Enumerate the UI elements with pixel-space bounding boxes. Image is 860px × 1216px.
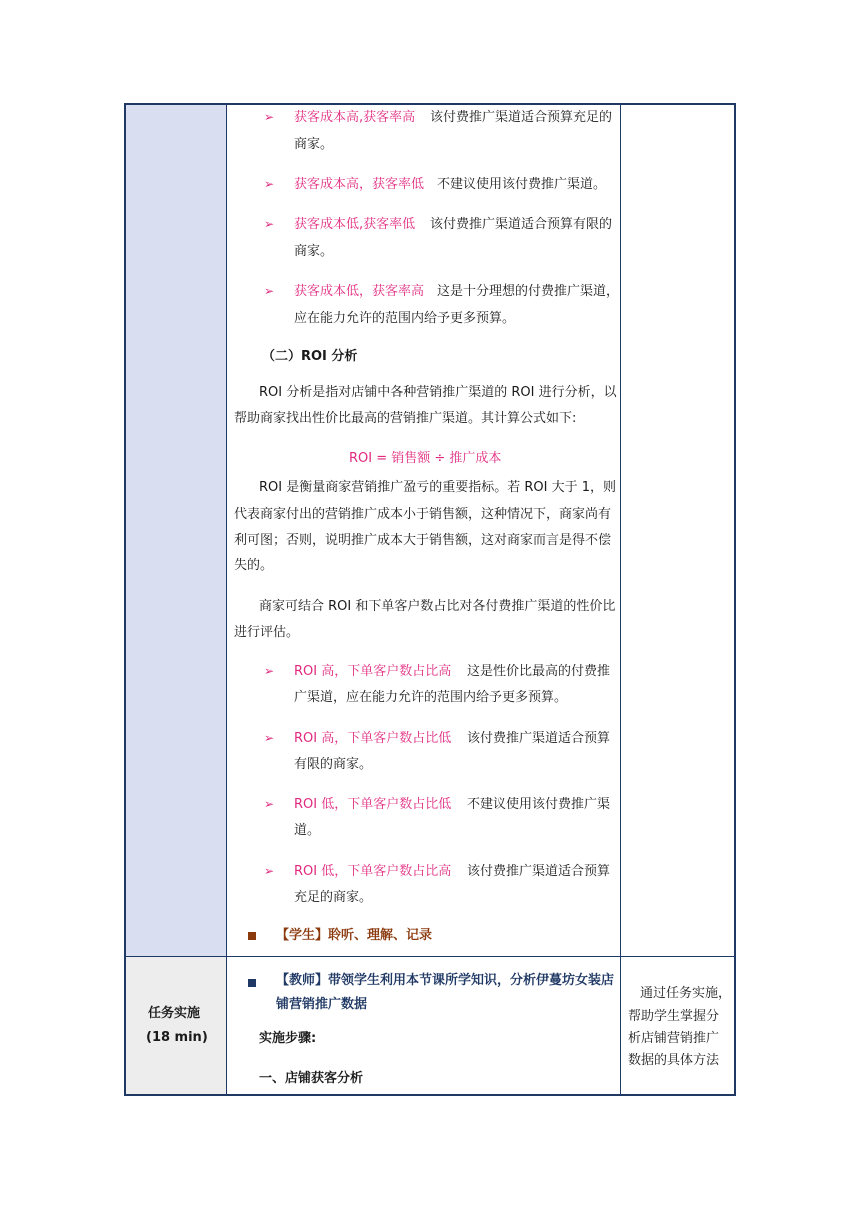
square-bullet-icon <box>248 932 256 940</box>
bullet-continuation: 应在能力允许的范围内给予更多预算。 <box>294 311 516 326</box>
bullet-text: 这是十分理想的付费推广渠道， <box>437 284 620 299</box>
teacher-activity-line: 铺营销推广数据 <box>276 997 368 1012</box>
bullet-highlight: ROI 高，下单客户数占比高 <box>294 664 452 679</box>
row-divider <box>126 956 734 957</box>
bullet-highlight: 获客成本高,获客率高 <box>294 110 416 125</box>
bullet-continuation: 有限的商家。 <box>294 757 373 772</box>
bullet-continuation: 商家。 <box>294 137 334 152</box>
task-label: 任务实施 <box>148 1006 201 1021</box>
bullet-text: 该付费推广渠道适合预算 <box>467 731 611 746</box>
bullet-text: 不建议使用该付费推广渠 <box>467 797 611 812</box>
paragraph-line: 利可图；否则，说明推广成本大于销售额，这对商家而言是得不偿 <box>234 533 612 548</box>
column-divider <box>620 105 621 1094</box>
bullet-text: 该付费推广渠道适合预算 <box>467 864 611 879</box>
task-duration: (18 min) <box>146 1030 208 1045</box>
bullet-continuation: 充足的商家。 <box>294 890 373 905</box>
bullet-highlight: 获客成本低,获客率低 <box>294 217 416 232</box>
bullet-text: 不建议使用该付费推广渠道。 <box>437 177 607 192</box>
bullet-text: 该付费推广渠道适合预算有限的 <box>430 217 613 232</box>
paragraph-line: 进行评估。 <box>234 625 300 640</box>
column-divider <box>226 105 227 1094</box>
roi-formula: ROI = 销售额 ÷ 推广成本 <box>349 451 502 466</box>
bullet-highlight: ROI 低，下单客户数占比高 <box>294 864 452 879</box>
section-heading: （二）ROI 分析 <box>262 349 358 364</box>
left-cell-upper <box>126 105 226 957</box>
square-bullet-icon <box>248 979 256 987</box>
note-line: 帮助学生掌握分 <box>628 1009 720 1024</box>
paragraph-line: 帮助商家找出性价比最高的营销推广渠道。其计算公式如下: <box>234 411 577 426</box>
step-heading: 一、店铺获客分析 <box>259 1071 364 1086</box>
note-line: 通过任务实施， <box>640 986 732 1001</box>
bullet-arrow-icon: ➢ <box>264 664 275 678</box>
paragraph-line: 商家可结合 ROI 和下单客户数占比对各付费推广渠道的性价比 <box>259 599 616 614</box>
bullet-highlight: 获客成本低，获客率高 <box>294 284 425 299</box>
bullet-text: 该付费推广渠道适合预算充足的 <box>430 110 613 125</box>
bullet-continuation: 广渠道，应在能力允许的范围内给予更多预算。 <box>294 690 568 705</box>
bullet-highlight: 获客成本高，获客率低 <box>294 177 425 192</box>
bullet-continuation: 商家。 <box>294 244 334 259</box>
note-line: 析店铺营销推广 <box>628 1031 720 1046</box>
paragraph-line: ROI 是衡量商家营销推广盈亏的重要指标。若 ROI 大于 1，则 <box>259 480 616 495</box>
bullet-arrow-icon: ➢ <box>264 797 275 811</box>
student-activity: 【学生】聆听、理解、记录 <box>276 928 433 943</box>
bullet-arrow-icon: ➢ <box>264 864 275 878</box>
note-line: 数据的具体方法 <box>628 1053 720 1068</box>
bullet-continuation: 道。 <box>294 823 321 838</box>
bullet-arrow-icon: ➢ <box>264 731 275 745</box>
paragraph-line: ROI 分析是指对店铺中各种营销推广渠道的 ROI 进行分析，以 <box>259 385 617 400</box>
bullet-arrow-icon: ➢ <box>264 110 275 124</box>
bullet-arrow-icon: ➢ <box>264 284 275 298</box>
bullet-highlight: ROI 高，下单客户数占比低 <box>294 731 452 746</box>
left-cell-lower <box>126 957 226 1094</box>
teacher-activity-line: 【教师】带领学生利用本节课所学知识，分析伊蔓坊女装店 <box>276 973 615 988</box>
paragraph-line: 代表商家付出的营销推广成本小于销售额，这种情况下，商家尚有 <box>234 507 612 522</box>
bullet-arrow-icon: ➢ <box>264 177 275 191</box>
bullet-text: 这是性价比最高的付费推 <box>467 664 611 679</box>
bullet-arrow-icon: ➢ <box>264 217 275 231</box>
steps-label: 实施步骤: <box>259 1031 317 1046</box>
bullet-highlight: ROI 低，下单客户数占比低 <box>294 797 452 812</box>
paragraph-line: 失的。 <box>234 558 274 573</box>
